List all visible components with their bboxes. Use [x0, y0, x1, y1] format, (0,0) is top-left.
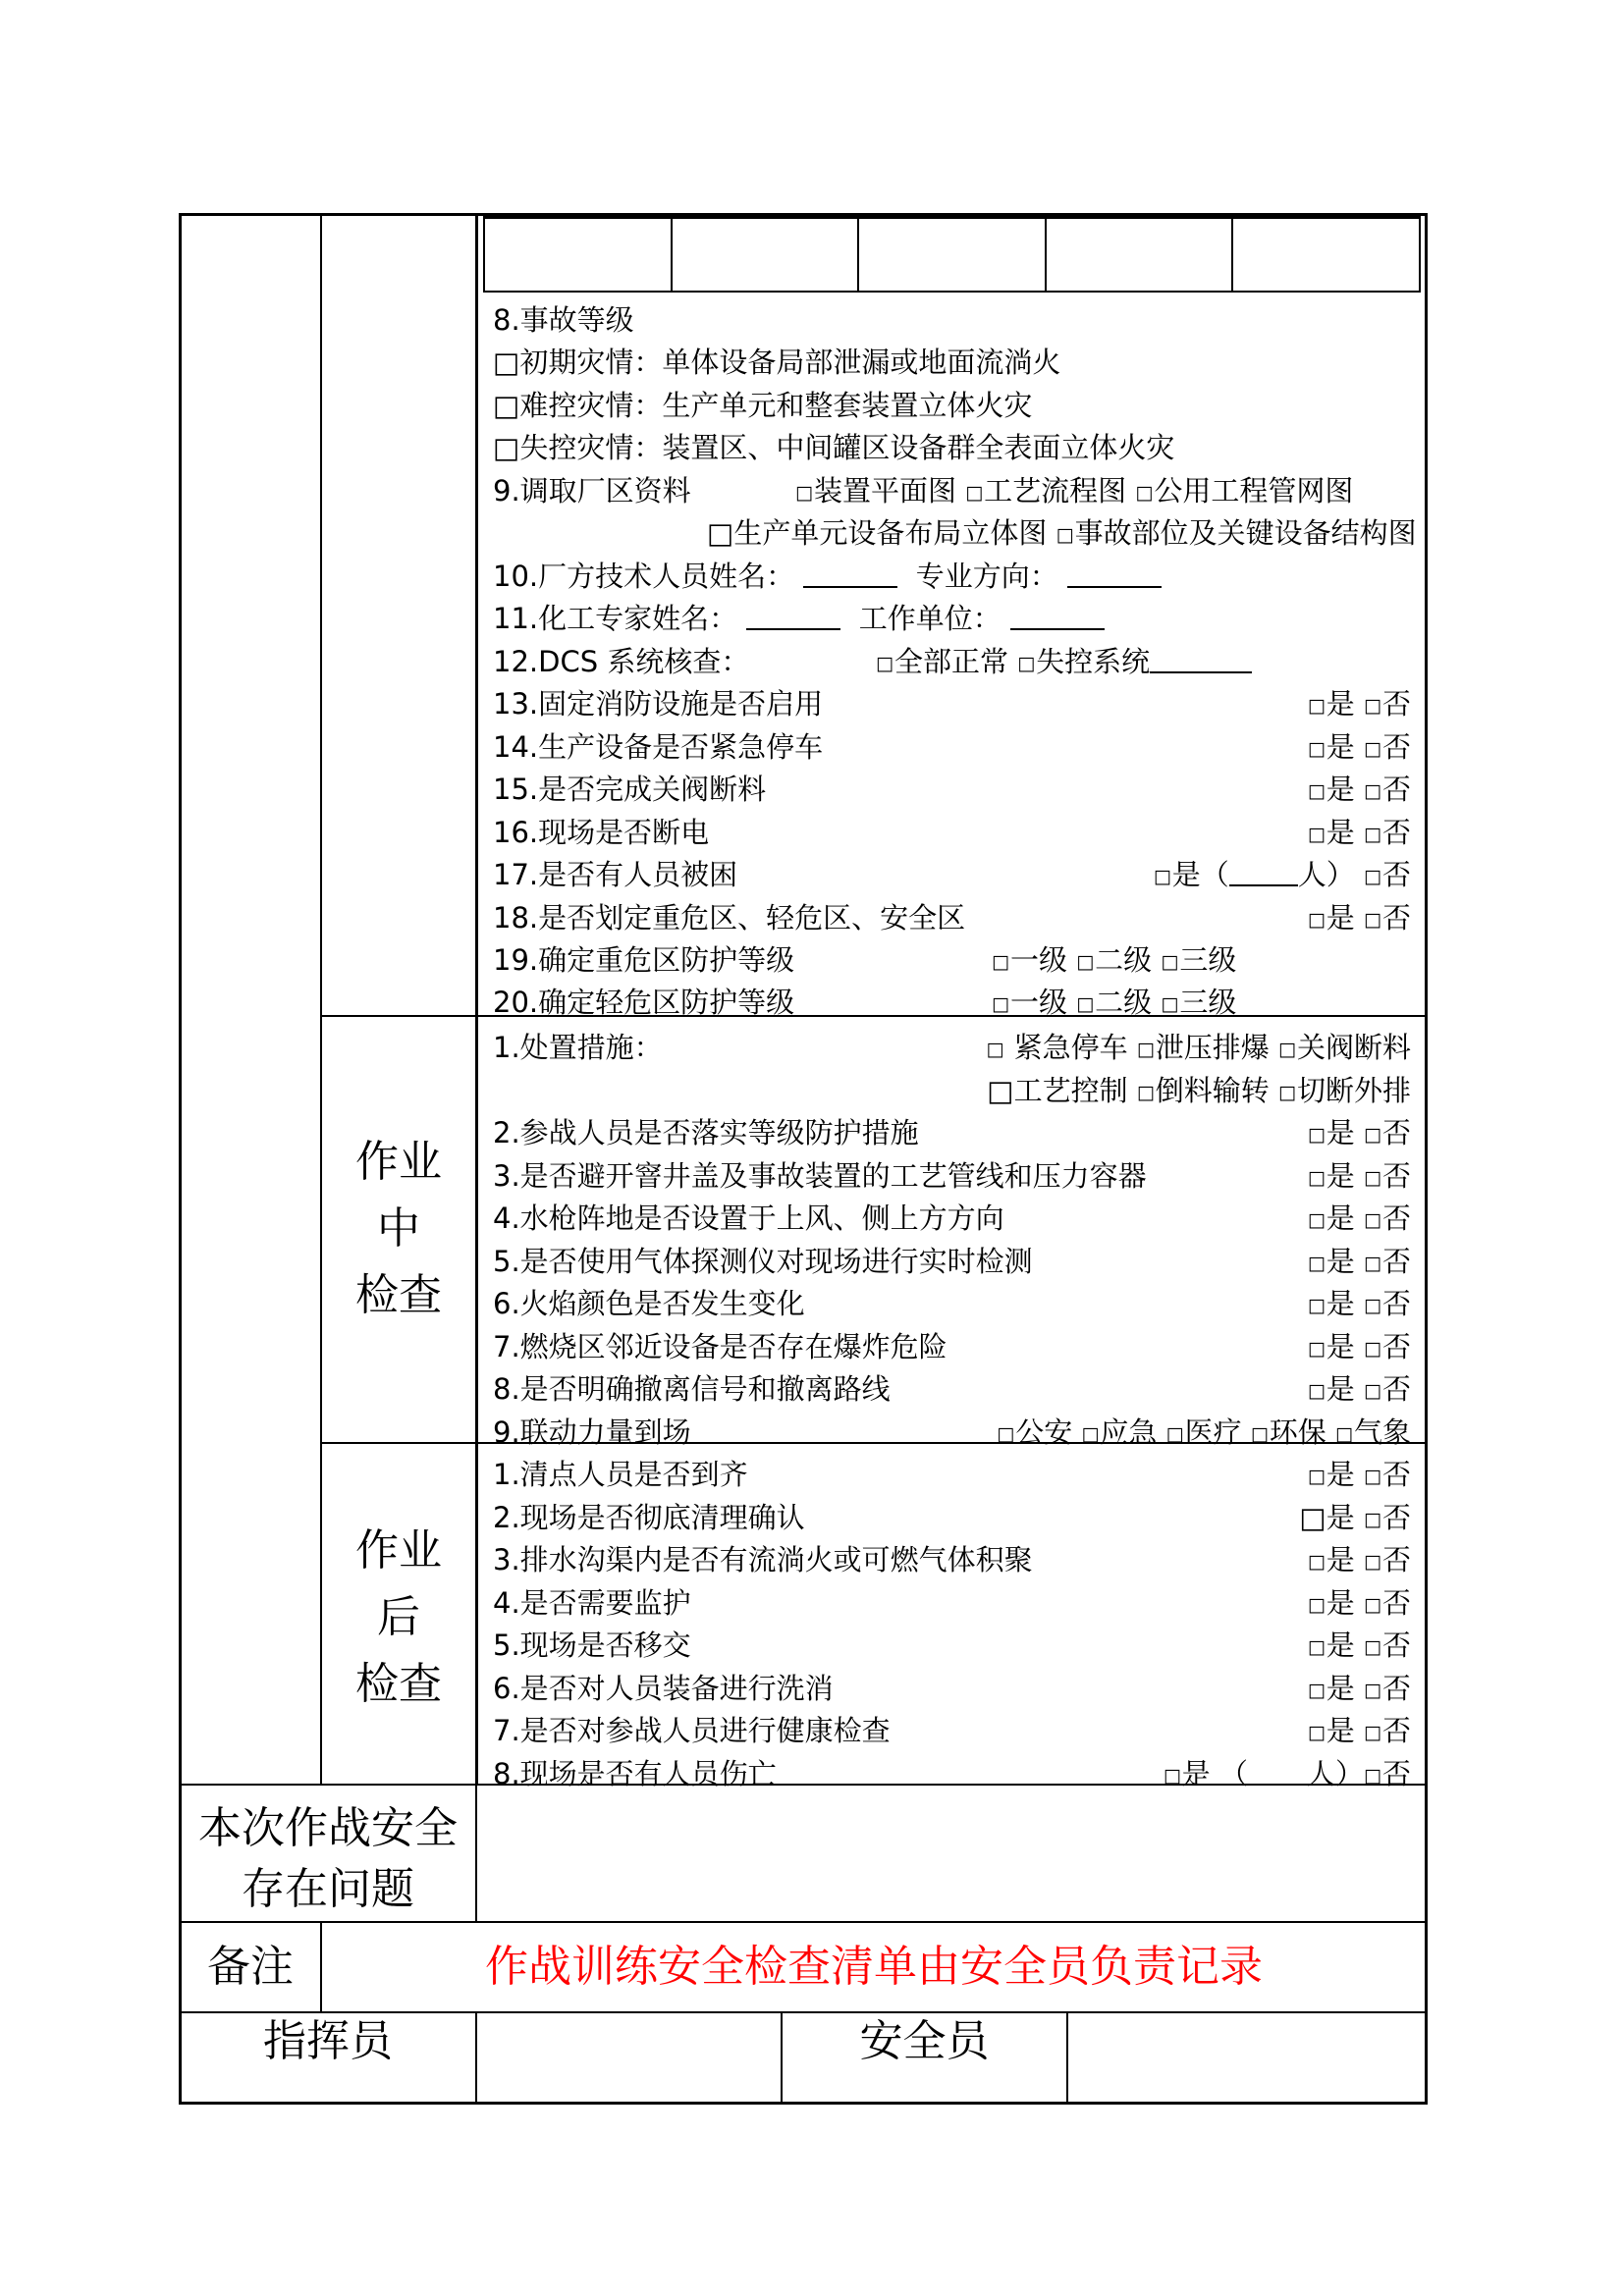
checkbox-icon[interactable]: □: [493, 431, 520, 464]
checkbox-icon[interactable]: □: [1165, 1423, 1184, 1445]
item-health-check: 7.是否对参战人员进行健康检查 □是 □否: [493, 1714, 1411, 1747]
checkbox-icon[interactable]: □: [1364, 1509, 1381, 1530]
checkbox-icon[interactable]: □: [1364, 1209, 1381, 1231]
checkbox-icon[interactable]: □: [1364, 1765, 1381, 1787]
item-plant-technician: 10.厂方技术人员姓名： 专业方向：: [493, 556, 1421, 598]
checkbox-icon[interactable]: □: [1364, 1167, 1381, 1189]
checkbox-icon[interactable]: □: [1307, 1551, 1326, 1573]
checkbox-icon[interactable]: □: [1135, 482, 1154, 504]
checkbox-icon[interactable]: □: [1335, 1423, 1353, 1445]
checkbox-icon[interactable]: □: [992, 993, 1009, 1015]
specialty-field[interactable]: [1067, 561, 1162, 588]
item-power-cut: 16.现场是否断电 □是 □否: [493, 816, 1411, 849]
top-table-cell[interactable]: [1047, 219, 1234, 291]
checkbox-icon[interactable]: □: [1163, 1765, 1181, 1787]
item-water-gun-position: 4.水枪阵地是否设置于上风、侧上方方向 □是 □否: [493, 1201, 1411, 1235]
item-heavy-zone-protection: 19.确定重危区防护等级 □一级 □二级 □三级: [493, 943, 1237, 977]
section-label-after: 作业 后 检查: [355, 1525, 442, 1709]
item-emergency-stop: 14.生产设备是否紧急停车 □是 □否: [493, 730, 1411, 764]
checkbox-icon[interactable]: □: [1364, 1636, 1381, 1658]
signature-divider-1: [475, 2011, 477, 2104]
casualty-count-field[interactable]: [1248, 1758, 1307, 1786]
checkbox-icon[interactable]: □: [1364, 866, 1381, 887]
checkbox-icon[interactable]: □: [1364, 738, 1381, 760]
checkbox-icon[interactable]: □: [1364, 1594, 1381, 1616]
checkbox-icon[interactable]: □: [493, 346, 520, 379]
signature-divider-3: [1066, 2011, 1068, 2104]
item-drainage-check: 3.排水沟渠内是否有流淌火或可燃气体积聚 □是 □否: [493, 1543, 1411, 1576]
checkbox-icon[interactable]: □: [493, 389, 520, 422]
item-plant-documents: 9.调取厂区资料 □装置平面图 □工艺流程图 □公用工程管网图: [493, 474, 1354, 507]
commander-signature-field[interactable]: [478, 2014, 780, 2103]
item-monitoring: 4.是否需要监护 □是 □否: [493, 1586, 1411, 1620]
safety-officer-label: 安全员: [859, 2016, 990, 2066]
checkbox-icon[interactable]: □: [1081, 1423, 1100, 1445]
issues-input[interactable]: [478, 1787, 1425, 1922]
checkbox-icon[interactable]: □: [987, 1074, 1014, 1107]
checkbox-icon[interactable]: □: [1364, 1124, 1381, 1146]
top-table-cell[interactable]: [485, 219, 673, 291]
item-accident-level: 8.事故等级: [493, 303, 634, 337]
item-evacuation-signal: 8.是否明确撤离信号和撤离路线 □是 □否: [493, 1372, 1411, 1406]
checkbox-icon[interactable]: □: [1307, 1124, 1326, 1146]
technician-name-field[interactable]: [803, 561, 897, 588]
item-casualties: 8.现场是否有人员伤亡 □是 （ 人）□否: [493, 1757, 1411, 1790]
item-trapped-persons: 17.是否有人员被困 □是（ 人） □否: [493, 858, 1411, 891]
trapped-count-field[interactable]: [1229, 859, 1298, 886]
checkbox-icon[interactable]: □: [1364, 780, 1381, 802]
checkbox-icon[interactable]: □: [1161, 993, 1179, 1015]
remarks-label: 备注: [207, 1942, 294, 1992]
item-headcount: 1.清点人员是否到齐 □是 □否: [493, 1458, 1411, 1491]
checkbox-icon[interactable]: □: [1307, 909, 1326, 931]
checkbox-icon[interactable]: □: [1136, 1082, 1155, 1103]
checkbox-icon[interactable]: □: [1307, 695, 1326, 717]
checkbox-icon[interactable]: □: [1161, 951, 1179, 973]
checkbox-icon[interactable]: □: [1017, 653, 1036, 674]
issues-divider: [475, 1784, 477, 1923]
checkbox-icon[interactable]: □: [1364, 1680, 1381, 1701]
item-dcs-check: 12.DCS 系统核查： □全部正常 □失控系统: [493, 641, 1421, 683]
item-zone-division: 18.是否划定重危区、轻危区、安全区 □是 □否: [493, 901, 1411, 934]
item-out-of-control-fire[interactable]: □失控灾情：装置区、中间罐区设备群全表面立体火灾: [493, 431, 1175, 464]
item-initial-fire[interactable]: □初期灾情：单体设备局部泄漏或地面流淌火: [493, 346, 1061, 379]
item-site-cleanup: 2.现场是否彻底清理确认 □是 □否: [493, 1501, 1411, 1534]
top-table-cell[interactable]: [1233, 219, 1419, 291]
checkbox-icon[interactable]: □: [707, 516, 734, 550]
checkbox-icon[interactable]: □: [1153, 866, 1171, 887]
item-plant-documents-2: □生产单元设备布局立体图 □事故部位及关键设备结构图: [707, 516, 1417, 550]
checkbox-icon[interactable]: □: [876, 653, 893, 674]
top-table-cell[interactable]: [673, 219, 860, 291]
item-avoid-manholes: 3.是否避开窨井盖及事故装置的工艺管线和压力容器 □是 □否: [493, 1159, 1411, 1193]
checkbox-icon[interactable]: □: [1250, 1423, 1269, 1445]
checkbox-icon[interactable]: □: [1307, 1209, 1326, 1231]
item-valve-closure: 15.是否完成关阀断料 □是 □否: [493, 773, 1411, 806]
checkbox-icon[interactable]: □: [997, 1423, 1015, 1445]
item-chemical-expert: 11.化工专家姓名： 工作单位：: [493, 598, 1421, 640]
checkbox-icon[interactable]: □: [1307, 1636, 1326, 1658]
checkbox-icon[interactable]: □: [1307, 1722, 1326, 1743]
checkbox-icon[interactable]: □: [1307, 780, 1326, 802]
checkbox-icon[interactable]: □: [1307, 1380, 1326, 1402]
checkbox-icon[interactable]: □: [1364, 824, 1381, 845]
checkbox-icon[interactable]: □: [795, 482, 813, 504]
commander-label: 指挥员: [263, 2016, 393, 2066]
checkbox-icon[interactable]: □: [1307, 1167, 1326, 1189]
checkbox-icon[interactable]: □: [1278, 1039, 1296, 1060]
remarks-text: 作战训练安全检查清单由安全员负责记录: [485, 1942, 1263, 1992]
safety-officer-signature-field[interactable]: [1069, 2014, 1425, 2103]
issues-label: 本次作战安全 存在问题: [198, 1803, 458, 1914]
checkbox-icon[interactable]: □: [1364, 1466, 1381, 1487]
checkbox-icon[interactable]: □: [1307, 824, 1326, 845]
work-unit-field[interactable]: [1010, 603, 1105, 630]
checkbox-icon[interactable]: □: [992, 951, 1009, 973]
checkbox-icon[interactable]: □: [965, 482, 984, 504]
item-site-handover: 5.现场是否移交 □是 □否: [493, 1629, 1411, 1662]
checkbox-icon[interactable]: □: [1076, 951, 1095, 973]
expert-name-field[interactable]: [746, 603, 840, 630]
checkbox-icon[interactable]: □: [1364, 1338, 1381, 1360]
checkbox-icon[interactable]: □: [1364, 1380, 1381, 1402]
item-flame-color: 6.火焰颜色是否发生变化 □是 □否: [493, 1287, 1411, 1320]
checkbox-icon[interactable]: □: [1307, 1466, 1326, 1487]
item-protection-measures: 2.参战人员是否落实等级防护措施 □是 □否: [493, 1116, 1411, 1149]
top-empty-table: [483, 216, 1421, 293]
checkbox-icon[interactable]: □: [1364, 1551, 1381, 1573]
checkbox-icon[interactable]: □: [1364, 909, 1381, 931]
item-fixed-fire-facilities: 13.固定消防设施是否启用 □是 □否: [493, 687, 1411, 721]
checkbox-icon[interactable]: □: [1076, 993, 1095, 1015]
checkbox-icon[interactable]: □: [1299, 1501, 1326, 1534]
item-decontamination: 6.是否对人员装备进行洗消 □是 □否: [493, 1672, 1411, 1705]
checkbox-icon[interactable]: □: [1136, 1039, 1155, 1060]
checkbox-icon[interactable]: □: [1307, 738, 1326, 760]
checkbox-icon[interactable]: □: [1307, 1295, 1326, 1316]
section-label-during: 作业 中 检查: [355, 1137, 442, 1320]
checkbox-icon[interactable]: □: [1307, 1594, 1326, 1616]
checkbox-icon[interactable]: □: [1364, 1295, 1381, 1316]
checkbox-icon[interactable]: □: [1278, 1082, 1296, 1103]
item-joint-forces: 9.联动力量到场 □公安 □应急 □医疗 □环保 □气象: [493, 1415, 1411, 1449]
checkbox-icon[interactable]: □: [1364, 1253, 1381, 1274]
checkbox-icon[interactable]: □: [1307, 1253, 1326, 1274]
item-disposal-measures-2: □工艺控制 □倒料输转 □切断外排: [987, 1074, 1411, 1107]
checkbox-icon[interactable]: □: [986, 1039, 1004, 1060]
item-explosion-risk: 7.燃烧区邻近设备是否存在爆炸危险 □是 □否: [493, 1330, 1411, 1363]
failed-system-field[interactable]: [1150, 646, 1252, 673]
item-light-zone-protection: 20.确定轻危区防护等级 □一级 □二级 □三级: [493, 986, 1237, 1019]
top-table-cell[interactable]: [859, 219, 1047, 291]
item-disposal-measures: 1.处置措施： □ 紧急停车 □泄压排爆 □关阀断料: [493, 1031, 1411, 1064]
item-hard-control-fire[interactable]: □难控灾情：生产单元和整套装置立体火灾: [493, 389, 1033, 422]
checkbox-icon[interactable]: □: [1307, 1680, 1326, 1701]
checkbox-icon[interactable]: □: [1056, 524, 1074, 546]
checkbox-icon[interactable]: □: [1364, 1722, 1381, 1743]
checkbox-icon[interactable]: □: [1364, 695, 1381, 717]
item-gas-detection: 5.是否使用气体探测仪对现场进行实时检测 □是 □否: [493, 1245, 1411, 1278]
checkbox-icon[interactable]: □: [1307, 1338, 1326, 1360]
